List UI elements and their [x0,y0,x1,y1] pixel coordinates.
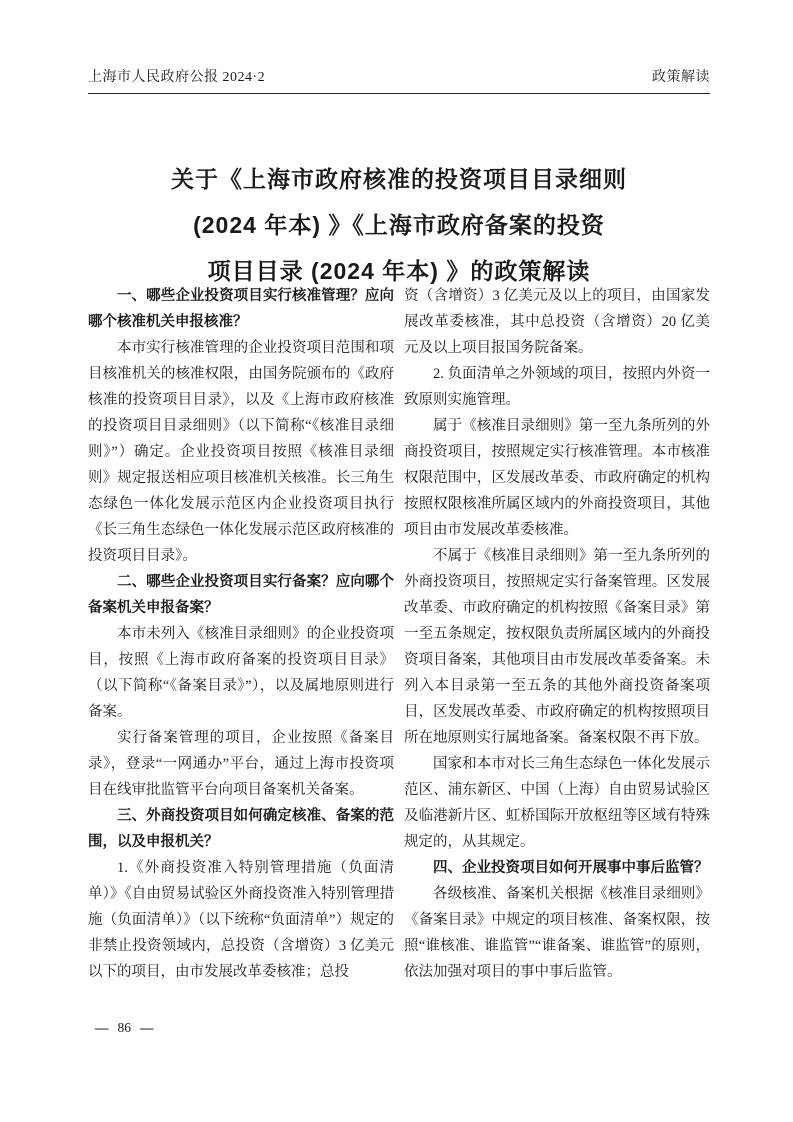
paragraph: 1.《外商投资准入特别管理措施（负面清单）》《自由贸易试验区外商投资准入特别管理措施（负面清单）》（以下统称“负面清单”）规定的非禁止投资领域内，总投资（含增资）3 亿美元以下的项目，由市发展改革委核准；总投 [88,860,394,980]
section-label: 政策解读 [652,70,710,85]
section-heading: 一、哪些企业投资项目实行核准管理？应向哪个核准机关申报核准？ [88,288,394,330]
footer-dash-left: — [95,1020,109,1035]
section-heading: 二、哪些企业投资项目实行备案？应向哪个备案机关申报备案？ [88,574,394,616]
document-title [88,156,710,294]
section-heading: 三、外商投资项目如何确定核准、备案的范围，以及申报机关？ [88,808,394,850]
paragraph: 本市实行核准管理的企业投资项目范围和项目核准机关的核准权限，由国务院颁布的《政府核准的投资项目目录》，以及《上海市政府核准的投资项目目录细则》（以下简称“《核准目录细则》”）确定。企业投资项目按照《核准目录细则》规定报送相应项目核准机关核准。长三角生态绿色一体化发展示范区内企业投资项目执行《长三角生态绿色一体化发展示范区政府核准的投资项目目录》。 [88,340,394,564]
body-columns [88,283,710,985]
document-title-line-2: (2024 年本) 》《上海市政府备案的投资 [193,212,605,238]
page-header [88,66,710,86]
page-number: 86 [117,1020,131,1035]
left-column [88,283,394,985]
paragraph: 2. 负面清单之外领域的项目，按照内外资一致原则实施管理。 [404,366,710,408]
section-heading: 四、企业投资项目如何开展事中事后监管？ [433,860,709,876]
paragraph: 属于《核准目录细则》第一至九条所列的外商投资项目，按照规定实行核准管理。本市核准权限范围中，区发展改革委、市政府确定的机构按照权限核准所属区域内的外商投资项目，其他项目由市发展改革委核准。 [404,418,710,538]
document-title-line-3: 项目目录 (2024 年本) 》的政策解读 [207,258,591,284]
paragraph: 资（含增资）3 亿美元及以上的项目，由国家发展改革委核准，其中总投资（含增资）20 亿美元及以上项目报国务院备案。 [404,288,710,356]
document-title-line-1: 关于《上海市政府核准的投资项目目录细则 [171,166,627,192]
header-rule [88,93,710,94]
paragraph: 不属于《核准目录细则》第一至九条所列的外商投资项目，按照规定实行备案管理。区发展改革委、市政府确定的机构按照《备案目录》第一至五条规定，按权限负责所属区域内的外商投资项目备案，其他项目由市发展改革委备案。未列入本目录第一至五条的其他外商投资备案项目，区发展改革委、市政府确定的机构按照项目所在地原则实行属地备案。备案权限不再下放。 [404,548,710,746]
paragraph: 实行备案管理的项目，企业按照《备案目录》，登录“一网通办”平台，通过上海市投资项目在线审批监管平台向项目备案机关备案。 [88,730,394,798]
footer-dash-right: — [140,1020,154,1035]
page-footer [95,1020,154,1036]
paragraph: 本市未列入《核准目录细则》的企业投资项目，按照《上海市政府备案的投资项目目录》（以下简称“《备案目录》”），以及属地原则进行备案。 [88,626,394,720]
right-column [404,283,710,985]
journal-title: 上海市人民政府公报 2024·2 [88,70,266,85]
paragraph: 各级核准、备案机关根据《核准目录细则》《备案目录》中规定的项目核准、备案权限，按照“谁核准、谁监管”“谁备案、谁监管”的原则，依法加强对项目的事中事后监管。 [404,886,710,980]
paragraph: 国家和本市对长三角生态绿色一体化发展示范区、浦东新区、中国（上海）自由贸易试验区及临港新片区、虹桥国际开放枢纽等区域有特殊规定的，从其规定。 [404,756,710,850]
